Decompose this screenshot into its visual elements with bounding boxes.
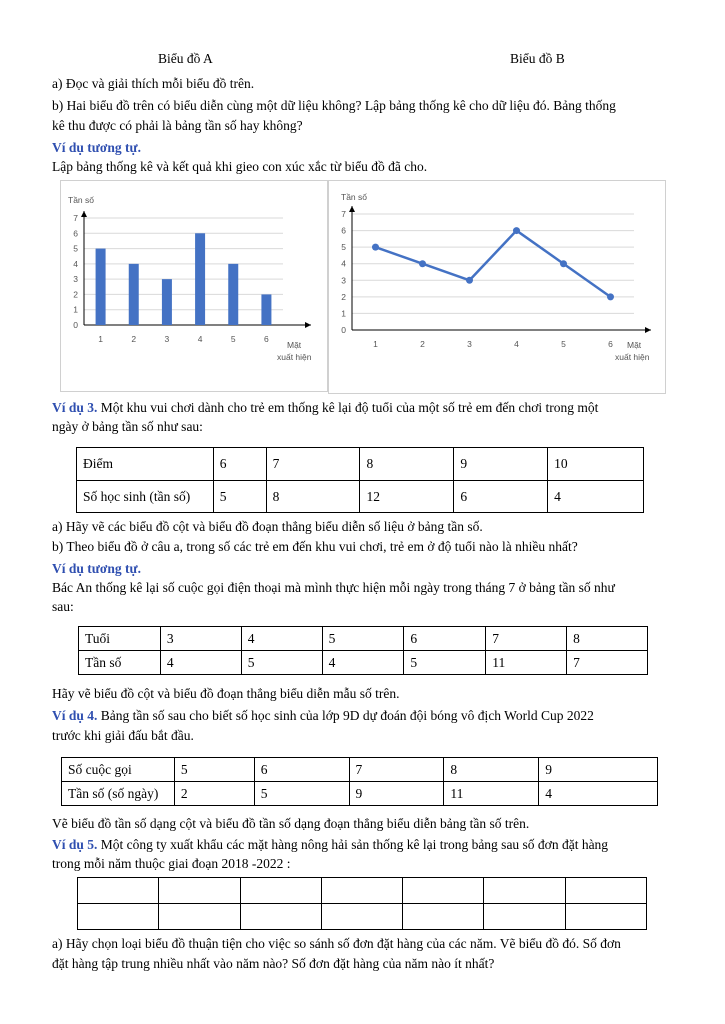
y-tick-label: 6 — [73, 228, 78, 239]
question-a: a) Đọc và giải thích mỗi biểu đồ trên. — [52, 76, 255, 91]
table-cell: 9 — [454, 448, 548, 481]
x-tick-label: 2 — [420, 339, 425, 349]
example-5-text-2: trong mỗi năm thuộc giai đoạn 2018 -2022 : — [52, 856, 291, 871]
y-tick-label: 5 — [341, 242, 346, 253]
x-tick-label: 3 — [164, 334, 170, 344]
bar — [129, 264, 139, 325]
bar — [162, 279, 172, 325]
y-tick-label: 0 — [73, 320, 78, 330]
table-cell: 3 — [160, 627, 241, 651]
bar-chart — [61, 181, 327, 391]
empty-cell — [403, 878, 484, 904]
table-cell: 4 — [548, 481, 644, 513]
example-3-intro — [52, 399, 598, 417]
x-tick-label: 6 — [264, 334, 269, 344]
y-axis-arrow — [349, 206, 355, 212]
table-cell: 6 — [404, 627, 486, 651]
example-4-text-2: trước khi giải đấu bắt đầu. — [52, 728, 194, 743]
similar-2-task: Hãy vẽ biểu đồ cột và biểu đồ đoạn thẳng biểu diễn mẫu số trên. — [52, 686, 400, 701]
question-b-line2: kê thu được có phải là bảng tần số hay không? — [52, 118, 303, 133]
data-point — [560, 260, 567, 267]
table-cell: 5 — [213, 481, 266, 513]
y-tick-label: 2 — [341, 291, 346, 302]
example-4-task: Vẽ biểu đồ tần số dạng cột và biểu đồ tần số dạng đoạn thẳng biểu diễn bảng tần số trên. — [52, 816, 530, 831]
example-3-table — [76, 447, 644, 513]
empty-cell — [484, 878, 565, 904]
similar-heading-2: Ví dụ tương tự. — [52, 561, 141, 576]
table-cell: Tần số — [79, 651, 161, 675]
example-3-label: Ví dụ 3. — [52, 400, 98, 415]
data-point — [419, 260, 426, 267]
table-cell: 8 — [444, 758, 539, 782]
x-tick-label: 1 — [98, 334, 103, 344]
table-cell: 9 — [539, 758, 658, 782]
similar-text-2-line1: Bác An thống kê lại số cuộc gọi điện thoại mà mình thực hiện mỗi ngày trong tháng 7 ở bảng tần số như — [52, 580, 615, 595]
empty-cell — [403, 904, 484, 930]
similar-2-table — [78, 626, 648, 675]
y-tick-label: 4 — [73, 258, 78, 269]
table-cell: Số học sinh (tần số) — [77, 481, 214, 513]
data-point — [607, 293, 614, 300]
empty-cell — [240, 878, 321, 904]
table-cell: 2 — [174, 782, 254, 806]
example-5-empty-table — [77, 877, 647, 930]
x-axis-label-line1: Mặt — [627, 340, 642, 350]
y-tick-label: 4 — [341, 258, 346, 269]
table-cell: 7 — [567, 651, 648, 675]
empty-cell — [240, 904, 321, 930]
question-b-line1: b) Hai biểu đồ trên có biểu diễn cùng một dữ liệu không? Lập bảng thống kê cho dữ liệu đó. Bảng thống — [52, 98, 616, 113]
example-3-question-a: a) Hãy vẽ các biểu đồ cột và biểu đồ đoạn thẳng biểu diễn số liệu ở bảng tần số. — [52, 519, 483, 534]
y-tick-label: 7 — [73, 213, 78, 223]
example-4-text: Bảng tần số sau cho biết số học sinh của lớp 9D dự đoán đội bóng vô địch World Cup 2022 — [97, 708, 594, 723]
table-cell: 4 — [539, 782, 658, 806]
table-cell: 6 — [213, 448, 266, 481]
example-3-text: Một khu vui chơi dành cho trẻ em thống kê lại độ tuổi của một số trẻ em đến chơi trong một — [97, 400, 599, 415]
caption-chart-a: Biểu đồ A — [158, 51, 213, 66]
table-cell: 5 — [174, 758, 254, 782]
table-cell: 7 — [486, 627, 567, 651]
empty-cell — [321, 904, 402, 930]
similar-text-1: Lập bảng thống kê và kết quả khi gieo con xúc xắc từ biểu đồ đã cho. — [52, 159, 428, 174]
x-axis-arrow — [305, 322, 311, 328]
x-axis-label-line1: Mặt — [287, 340, 302, 350]
table-cell: 8 — [567, 627, 648, 651]
empty-cell — [565, 904, 646, 930]
data-point — [513, 227, 520, 234]
x-tick-label: 5 — [561, 339, 566, 349]
example-5-question-a-line2: đặt hàng tập trung nhiều nhất vào năm nào? Số đơn đặt hàng của năm nào ít nhất? — [52, 956, 495, 971]
table-cell: 11 — [486, 651, 567, 675]
y-tick-label: 7 — [341, 209, 346, 219]
table-cell: 4 — [241, 627, 322, 651]
bar — [228, 264, 238, 325]
x-tick-label: 6 — [608, 339, 613, 349]
table-cell: 7 — [349, 758, 444, 782]
bar — [96, 249, 106, 325]
example-4-table — [61, 757, 658, 806]
line-chart-box — [328, 180, 666, 394]
example-4-intro — [52, 707, 594, 725]
table-cell: Tần số (số ngày) — [62, 782, 175, 806]
table-cell: 7 — [266, 448, 360, 481]
y-axis-label: Tần số — [341, 192, 367, 202]
table-cell: 4 — [160, 651, 241, 675]
empty-cell — [159, 904, 240, 930]
example-5-question-a-line1: a) Hãy chọn loại biểu đồ thuận tiện cho việc so sánh số đơn đặt hàng của các năm. Vẽ biểu đồ đó. Số đơn — [52, 936, 621, 951]
example-3-question-b: b) Theo biểu đồ ở câu a, trong số các trẻ em đến khu vui chơi, trẻ em ở độ tuổi nào là nhiều nhất? — [52, 539, 578, 554]
table-cell: 12 — [360, 481, 454, 513]
empty-cell — [78, 878, 159, 904]
x-tick-label: 4 — [514, 339, 519, 349]
line-chart — [329, 181, 665, 393]
table-cell: 10 — [548, 448, 644, 481]
empty-cell — [321, 878, 402, 904]
x-tick-label: 4 — [197, 334, 203, 344]
table-cell: 4 — [322, 651, 404, 675]
y-tick-label: 6 — [341, 225, 346, 236]
y-tick-label: 3 — [73, 274, 78, 285]
x-tick-label: 3 — [467, 339, 472, 349]
table-cell: 5 — [322, 627, 404, 651]
example-4-label: Ví dụ 4. — [52, 708, 98, 723]
table-cell: 5 — [404, 651, 486, 675]
y-tick-label: 1 — [341, 308, 346, 319]
bar — [261, 294, 271, 325]
example-5-intro — [52, 836, 608, 854]
bar — [195, 233, 205, 325]
example-5-label: Ví dụ 5. — [52, 837, 98, 852]
table-cell: Điểm — [77, 448, 214, 481]
data-point — [466, 277, 473, 284]
y-axis-label: Tần số — [68, 195, 94, 205]
table-cell: 8 — [266, 481, 360, 513]
empty-cell — [159, 878, 240, 904]
x-tick-label: 5 — [230, 334, 236, 344]
empty-cell — [78, 904, 159, 930]
empty-cell — [484, 904, 565, 930]
x-axis-label-line2: xuất hiện — [277, 352, 312, 362]
y-tick-label: 1 — [73, 304, 78, 315]
similar-text-2-line2: sau: — [52, 599, 74, 614]
bar-chart-box — [60, 180, 328, 392]
table-cell: Số cuộc gọi — [62, 758, 175, 782]
table-cell: Tuổi — [79, 627, 161, 651]
x-axis-label-line2: xuất hiện — [615, 352, 650, 362]
y-tick-label: 3 — [341, 275, 346, 286]
caption-chart-b: Biểu đồ B — [510, 51, 565, 66]
table-cell: 9 — [349, 782, 444, 806]
example-5-text: Một công ty xuất khẩu các mặt hàng nông hải sản thống kê lại trong bảng sau số đơn đặt hàng — [97, 837, 609, 852]
table-cell: 11 — [444, 782, 539, 806]
similar-heading-1: Ví dụ tương tự. — [52, 140, 141, 155]
x-tick-label: 1 — [373, 339, 378, 349]
y-tick-label: 5 — [73, 243, 78, 254]
data-point — [372, 244, 379, 251]
table-cell: 8 — [360, 448, 454, 481]
x-tick-label: 2 — [131, 334, 137, 344]
table-cell: 6 — [254, 758, 349, 782]
y-tick-label: 0 — [341, 325, 346, 335]
table-cell: 5 — [241, 651, 322, 675]
table-cell: 6 — [454, 481, 548, 513]
example-3-text-2: ngày ở bảng tần số như sau: — [52, 419, 203, 434]
y-axis-arrow — [81, 211, 87, 217]
x-axis-arrow — [645, 327, 651, 333]
y-tick-label: 2 — [73, 289, 78, 300]
empty-cell — [565, 878, 646, 904]
table-cell: 5 — [254, 782, 349, 806]
